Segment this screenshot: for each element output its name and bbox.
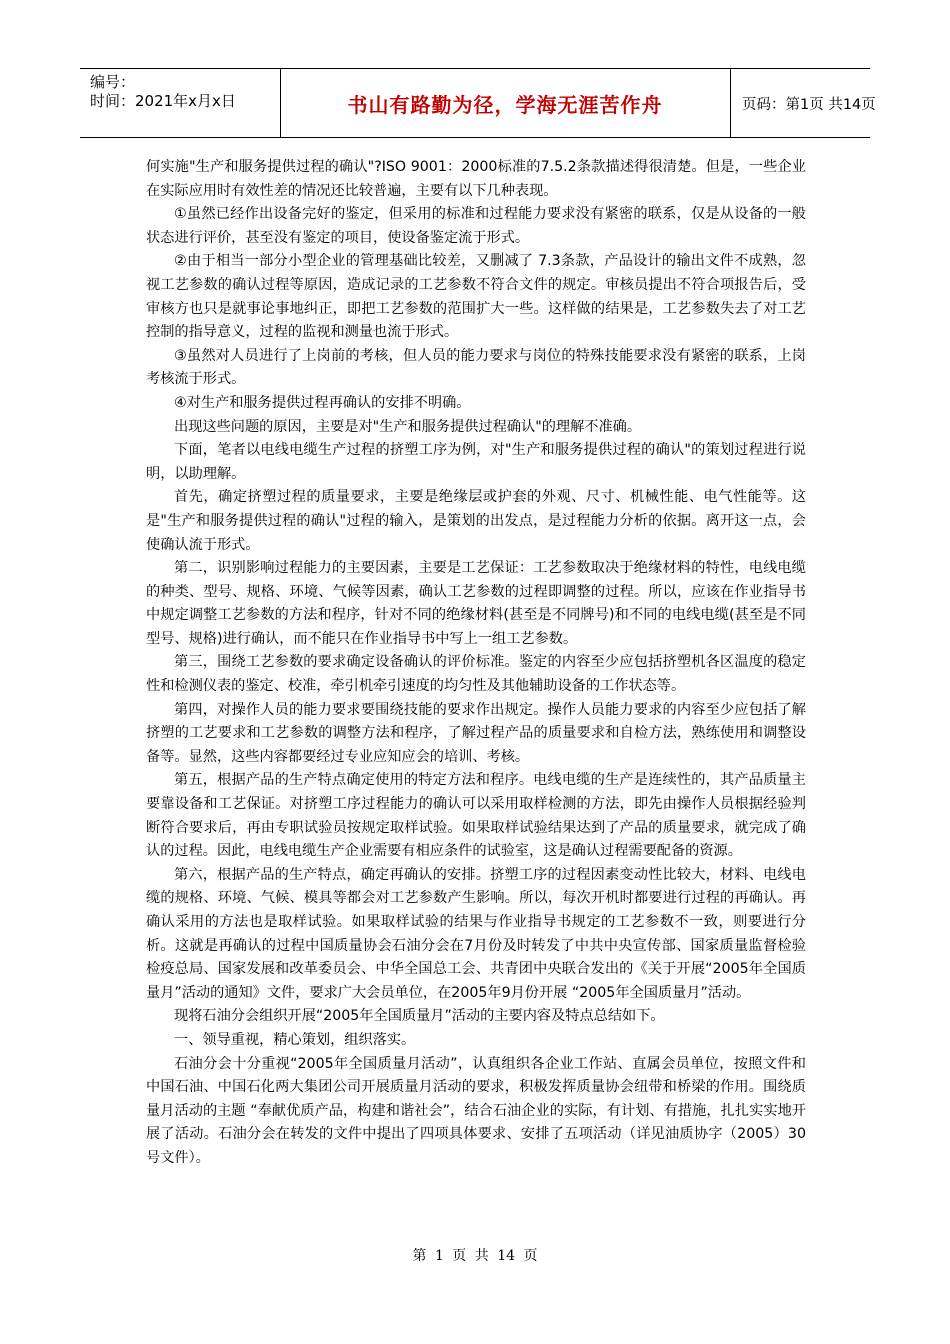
paragraph: ①虽然已经作出设备完好的鉴定，但采用的标准和过程能力要求没有紧密的联系，仅是从设备的一般状态进行评价，甚至没有鉴定的项目，使设备鉴定流于形式。 [146, 206, 806, 246]
paragraph: 一、领导重视，精心策划，组织落实。 [174, 1031, 416, 1048]
paragraph: ③虽然对人员进行了上岗前的考核，但人员的能力要求与岗位的特殊技能要求没有紧密的联系，上岗考核流于形式。 [146, 347, 806, 388]
paragraph: 首先，确定挤塑过程的质量要求，主要是绝缘层或护套的外观、尺寸、机械性能、电气性能等。这是"生产和服务提供过程的确认"过程的输入，是策划的出发点，是过程能力分析的依据。离开这一点，会使确认流于形式。 [146, 489, 806, 553]
header-motto-cell [280, 69, 731, 137]
page-header [80, 68, 876, 138]
document-body [146, 156, 806, 1171]
document-number-label: 编号： [90, 73, 136, 91]
paragraph: ②由于相当一部分小型企业的管理基础比较差，又删减了 7.3条款，产品设计的输出文件不成熟，忽视工艺参数的确认过程等原因，造成记录的工艺参数不符合文件的规定。审核员提出不符合项报告后，受审核方也只是就事论事地纠正，即把工艺参数的范围扩大一些。这样做的结果是，工艺参数失去了对工艺控制的指导意义，过程的监视和测量也流于形式。 [146, 253, 806, 341]
paragraph: 第四，对操作人员的能力要求要围绕技能的要求作出规定。操作人员能力要求的内容至少应包括了解挤塑的工艺要求和工艺参数的调整方法和程序，了解过程产品的质量要求和自检方法，熟练使用和调整设备等。显然，这些内容都要经过专业应知应会的培训、考核。 [146, 701, 806, 765]
paragraph: 第二，识别影响过程能力的主要因素，主要是工艺保证：工艺参数取决于绝缘材料的特性，电线电缆的种类、型号、规格、环境、气候等因素，确认工艺参数的过程即调整的过程。所以，应该在作业指导书中规定调整工艺参数的方法和程序，针对不同的绝缘材料(甚至是不同牌号)和不同的电线电缆(甚至是不同型号、规格)进行确认，而不能只在作业指导书中写上一组工艺参数。 [146, 560, 806, 647]
header-page-cell [730, 69, 876, 137]
header-meta [80, 69, 281, 137]
paragraph: 第五，根据产品的生产特点确定使用的特定方法和程序。电线电缆的生产是连续性的，其产品质量主要靠设备和工艺保证。对挤塑工序过程能力的确认可以采用取样检测的方法，即先由操作人员根据经验判断符合要求后，再由专职试验员按规定取样试验。如果取样试验结果达到了产品的质量要求，就完成了确认的过程。因此，电线电缆生产企业需要有相应条件的试验室，这是确认过程需要配备的资源。 [146, 772, 806, 860]
header-page-code: 页码：第1页 共14页 [742, 96, 876, 113]
paragraph: 出现这些问题的原因，主要是对"生产和服务提供过程确认"的理解不准确。 [174, 418, 642, 435]
page-footer [0, 1245, 950, 1265]
paragraph: 下面，笔者以电线电缆生产过程的挤塑工序为例，对"生产和服务提供过程的确认"的策划过程进行说明，以助理解。 [146, 442, 806, 482]
paragraph: ④对生产和服务提供过程再确认的安排不明确。 [174, 394, 471, 411]
paragraph: 现将石油分会组织开展“2005年全国质量月”活动的主要内容及特点总结如下。 [174, 1008, 665, 1025]
motto-text: 书山有路勤为径，学海无涯苦作舟 [347, 92, 663, 117]
footer-page-number: 第 1 页 共 14 页 [412, 1248, 538, 1264]
paragraph: 第六，根据产品的生产特点，确定再确认的安排。挤塑工序的过程因素变动性比较大，材料、电线电缆的规格、环境、气候、模具等都会对工艺参数产生影响。所以，每次开机时都要进行过程的再确认。再确认采用的方法也是取样试验。如果取样试验的结果与作业指导书规定的工艺参数不一致，则要进行分析。这就是再确认的过程中国质量协会石油分会在7月份及时转发了中共中央宣传部、国家质量监督检验检疫总局、国家发展和改革委员会、中华全国总工会、共青团中央联合发出的《关于开展“2005年全国质量月”活动的通知》文件，要求广大会员单位，在2005年9月份开展 “2005年全国质量月”活动。 [146, 866, 806, 1001]
paragraph: 石油分会十分重视“2005年全国质量月活动”，认真组织各企业工作站、直属会员单位，按照文件和中国石油、中国石化两大集团公司开展质量月活动的要求，积极发挥质量协会纽带和桥梁的作用。围绕质量月活动的主题 “奉献优质产品，构建和谐社会”，结合石油企业的实际，有计划、有措施，扎扎实实地开展了活动。石油分会在转发的文件中提出了四项具体要求、安排了五项活动（详见油质协字（2005）30号文件）。 [146, 1055, 806, 1166]
paragraph: 何实施"生产和服务提供过程的确认"?ISO 9001：2000标准的7.5.2条款描述得很清楚。但是，一些企业在实际应用时有效性差的情况还比较普遍，主要有以下几种表现。 [146, 159, 806, 199]
paragraph: 第三，围绕工艺参数的要求确定设备确认的评价标准。鉴定的内容至少应包括挤塑机各区温度的稳定性和检测仪表的鉴定、校准，牵引机牵引速度的均匀性及其他辅助设备的工作状态等。 [146, 654, 806, 695]
document-date: 时间：2021年x月x日 [90, 92, 236, 110]
